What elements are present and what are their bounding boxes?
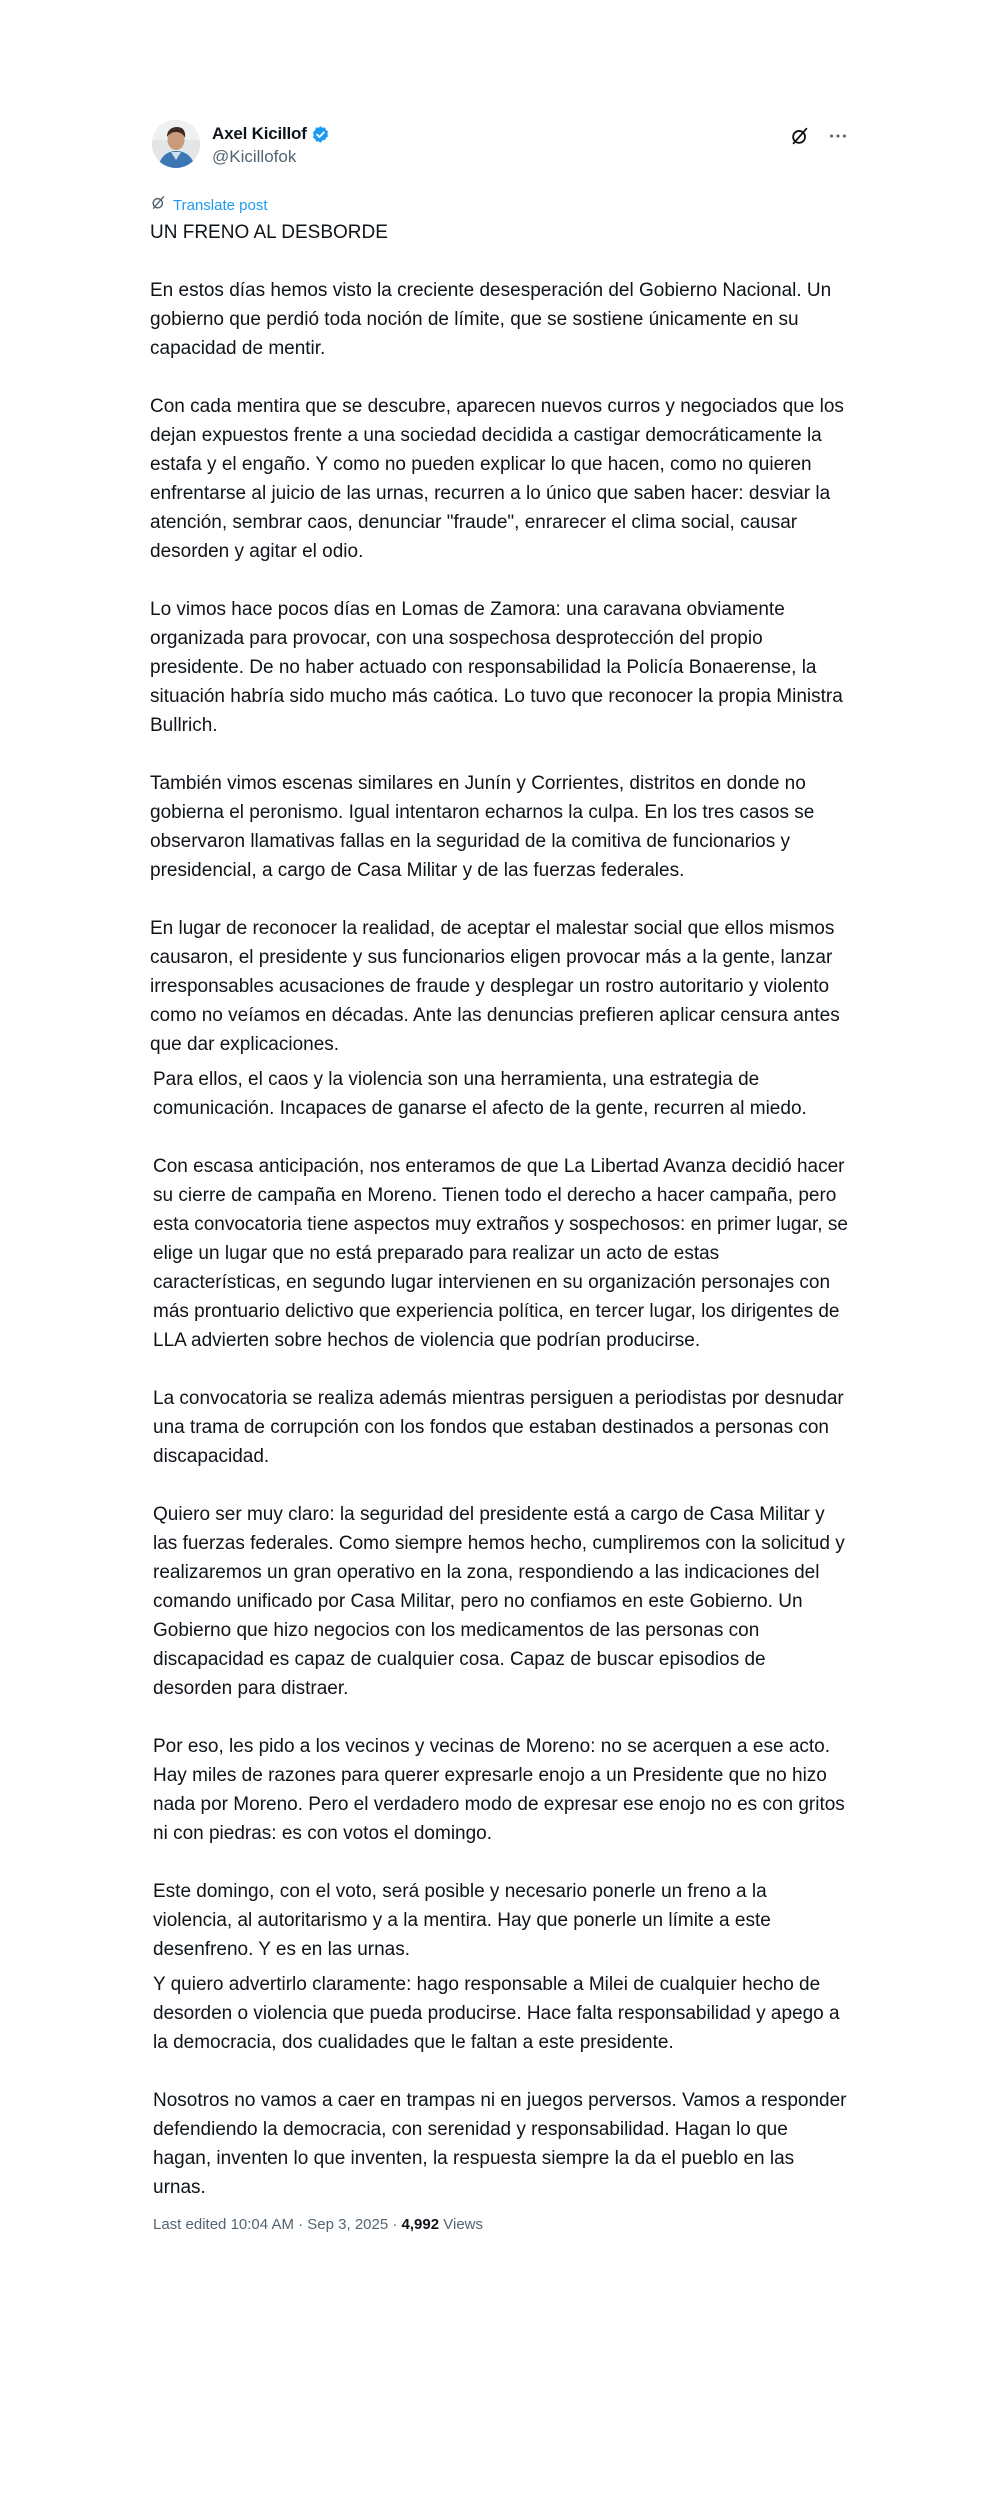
avatar-image xyxy=(152,120,200,168)
translate-post-link[interactable]: Translate post xyxy=(173,196,268,214)
translate-icon xyxy=(150,194,167,216)
grok-icon[interactable] xyxy=(788,124,812,148)
post-paragraph: Con escasa anticipación, nos enteramos de que La Libertad Avanza decidió hacer su cierre de campaña en Moreno. Tienen todo el derecho a hacer campaña, pero esta convocatoria tiene aspectos muy extraños y sospechosos: en primer lugar, se elige un lugar que no está preparado para realizar un acto de estas características, en segundo lugar intervienen en su organización personajes con más prontuario delictivo que experiencia política, en tercer lugar, los dirigentes de LLA advierten sobre hechos de violencia que podrían producirse. xyxy=(153,1156,848,1351)
post-title: UN FRENO AL DESBORDE xyxy=(150,222,388,243)
meta-separator: · xyxy=(392,2216,398,2233)
post-paragraph: Y quiero advertirlo claramente: hago responsable a Milei de cualquier hecho de desorden o violencia que pueda producirse. Hace falta responsabilidad y apego a la democracia, dos cualidades que le faltan a este presidente. xyxy=(153,1974,840,2053)
views-count: 4,992 xyxy=(401,2216,440,2233)
more-options-icon[interactable] xyxy=(826,124,850,148)
views-label: Views xyxy=(443,2216,484,2233)
post-paragraph: En estos días hemos visto la creciente desesperación del Gobierno Nacional. Un gobierno que perdió toda noción de límite, que se sostiene únicamente en su capacidad de mentir. xyxy=(150,280,832,359)
post-meta xyxy=(150,2216,850,2233)
post-paragraph: La convocatoria se realiza además mientras persiguen a periodistas por desnudar una trama de corrupción con los fondos que estaban destinados a personas con discapacidad. xyxy=(153,1388,844,1467)
translate-post[interactable] xyxy=(150,194,850,216)
post-body xyxy=(150,276,850,2202)
author-name[interactable]: Axel Kicillof xyxy=(212,124,307,143)
header-actions xyxy=(788,124,850,148)
author-name-row xyxy=(212,124,330,144)
avatar[interactable] xyxy=(152,120,200,168)
post-paragraph: Por eso, les pido a los vecinos y vecinas de Moreno: no se acerquen a ese acto. Hay miles de razones para querer expresarle enojo a un Presidente que no hizo nada por Moreno. Pero el verdadero modo de expresar ese enojo no es con gritos ni con piedras: es con votos el domingo. xyxy=(153,1736,845,1844)
author-info xyxy=(212,124,330,167)
post xyxy=(150,118,850,2233)
post-paragraph: Lo vimos hace pocos días en Lomas de Zamora: una caravana obviamente organizada para provocar, con una sospechosa desprotección del propio presidente. De no haber actuado con responsabilidad la Policía Bonaerense, la situación habría sido mucho más caótica. Lo tuvo que reconocer la propia Ministra Bullrich. xyxy=(150,599,843,736)
verified-badge-icon[interactable] xyxy=(311,125,330,144)
author-handle[interactable]: @Kicillofok xyxy=(212,147,297,166)
post-paragraph: Nosotros no vamos a caer en trampas ni en juegos perversos. Vamos a responder defendiendo la democracia, con serenidad y responsabilidad. Hagan lo que hagan, inventen lo que inventen, la respuesta siempre la da el pueblo en las urnas. xyxy=(153,2090,847,2198)
meta-separator: · xyxy=(298,2216,304,2233)
post-paragraph: Quiero ser muy claro: la seguridad del presidente está a cargo de Casa Militar y las fuerzas federales. Como siempre hemos hecho, cumpliremos con la solicitud y realizaremos un gran operativo en la zona, respondiendo a las indicaciones del comando unificado por Casa Militar, pero no confiamos en este Gobierno. Un Gobierno que hizo negocios con los medicamentos de las personas con discapacidad es capaz de cualquier cosa. Capaz de buscar episodios de desorden para distraer. xyxy=(153,1504,845,1699)
post-date[interactable]: Sep 3, 2025 xyxy=(307,2216,389,2233)
post-paragraph: También vimos escenas similares en Junín y Corrientes, distritos en donde no gobierna el peronismo. Igual intentaron echarnos la culpa. En los tres casos se observaron llamativas fallas en la seguridad de la comitiva de funcionarios y presidencial, a cargo de Casa Militar y de las fuerzas federales. xyxy=(150,773,815,881)
post-paragraph: Este domingo, con el voto, será posible y necesario ponerle un freno a la violencia, al autoritarismo y a la mentira. Hay que ponerle un límite a este desenfreno. Y es en las urnas. xyxy=(153,1881,771,1960)
post-paragraph: En lugar de reconocer la realidad, de aceptar el malestar social que ellos mismos causaron, el presidente y sus funcionarios eligen provocar más a la gente, lanzar irresponsables acusaciones de fraude y desplegar un rostro autoritario y violento como no veíamos en décadas. Ante las denuncias prefieren aplicar censura antes que dar explicaciones. xyxy=(150,918,840,1055)
post-time[interactable]: 10:04 AM xyxy=(230,2216,294,2233)
post-paragraph: Para ellos, el caos y la violencia son una herramienta, una estrategia de comunicación. Incapaces de ganarse el afecto de la gente, recurren al miedo. xyxy=(153,1069,807,1119)
edited-label[interactable]: Last edited xyxy=(153,2216,227,2233)
post-paragraph: Con cada mentira que se descubre, aparecen nuevos curros y negociados que los dejan expuestos frente a una sociedad decidida a castigar democráticamente la estafa y el engaño. Y como no pueden explicar lo que hacen, como no quieren enfrentarse al juicio de las urnas, recurren a lo único que saben hacer: desviar la atención, sembrar caos, denunciar "fraude", enrarecer el clima social, causar desorden y agitar el odio. xyxy=(150,396,844,562)
post-header xyxy=(150,118,850,178)
